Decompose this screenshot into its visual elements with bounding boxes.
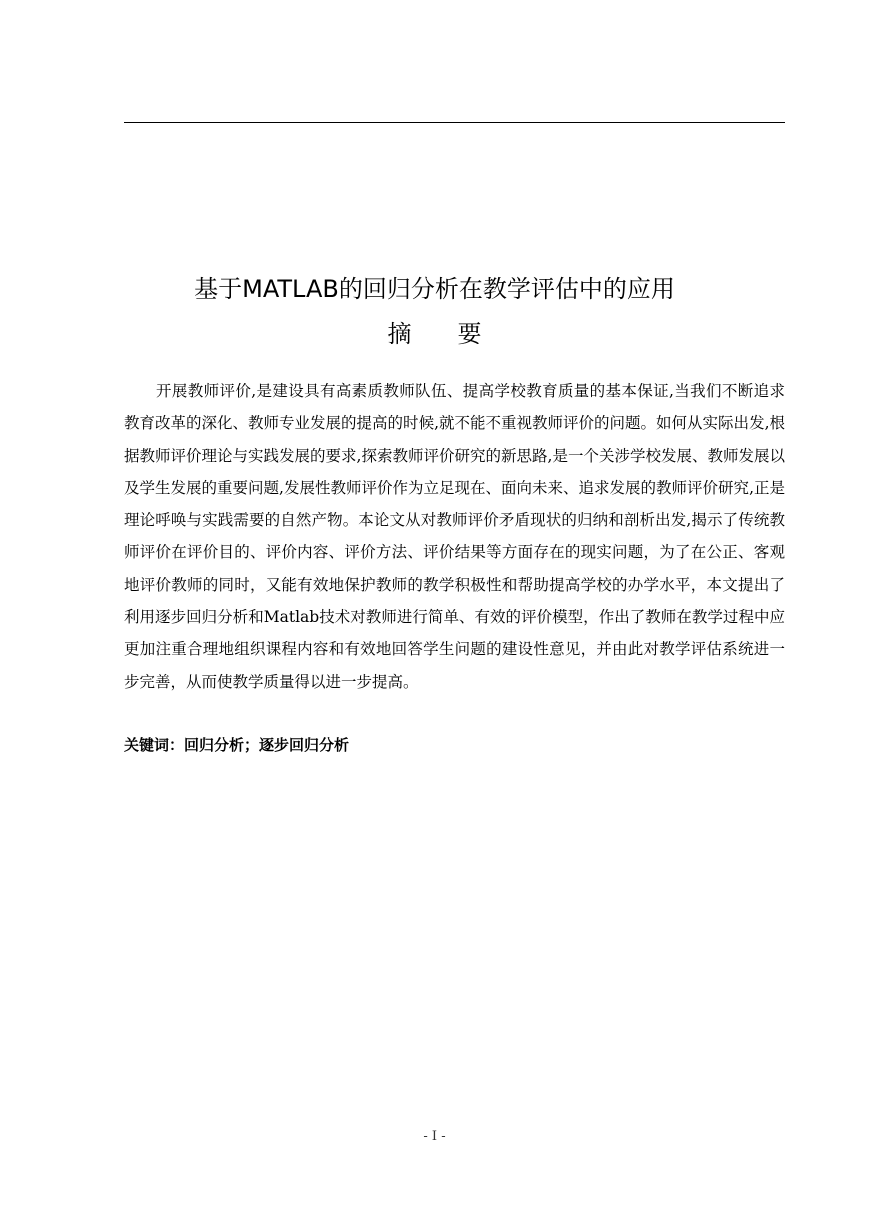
keywords: 关键词：回归分析；逐步回归分析 [124,736,350,754]
document-title: 基于MATLAB的回归分析在教学评估中的应用 [194,275,675,303]
abstract-body: 开展教师评价,是建设具有高素质教师队伍、提高学校教育质量的基本保证,当我们不断追求教育改革的深化、教师专业发展的提高的时候,就不能不重视教师评价的问题。如何从实际出发,根据教师评价理论与实践发展的要求,探索教师评价研究的新思路,是一个关涉学校发展、教师发展以及学生发展的重要问题,发展性教师评价作为立足现在、面向未来、追求发展的教师评价研究,正是理论呼唤与实践需要的自然产物。本论文从对教师评价矛盾现状的归纳和剖析出发,揭示了传统教师评价在评价目的、评价内容、评价方法、评价结果等方面存在的现实问题，为了在公正、客观地评价教师的同时，又能有效地保护教师的教学积极性和帮助提高学校的办学水平，本文提出了利用逐步回归分析和Matlab技术对教师进行简单、有效的评价模型，作出了教师在教学过程中应更加注重合理地组织课程内容和有效地回答学生问题的建设性意见，并由此对教学评估系统进一步完善，从而使教学质量得以进一步提高。 [124,382,785,691]
abstract-heading-char-2: 要 [457,320,482,348]
abstract-heading [0,314,869,354]
page-number: - I - [423,1129,446,1144]
abstract-heading-char-1: 摘 [387,320,412,348]
header-rule [124,122,785,123]
